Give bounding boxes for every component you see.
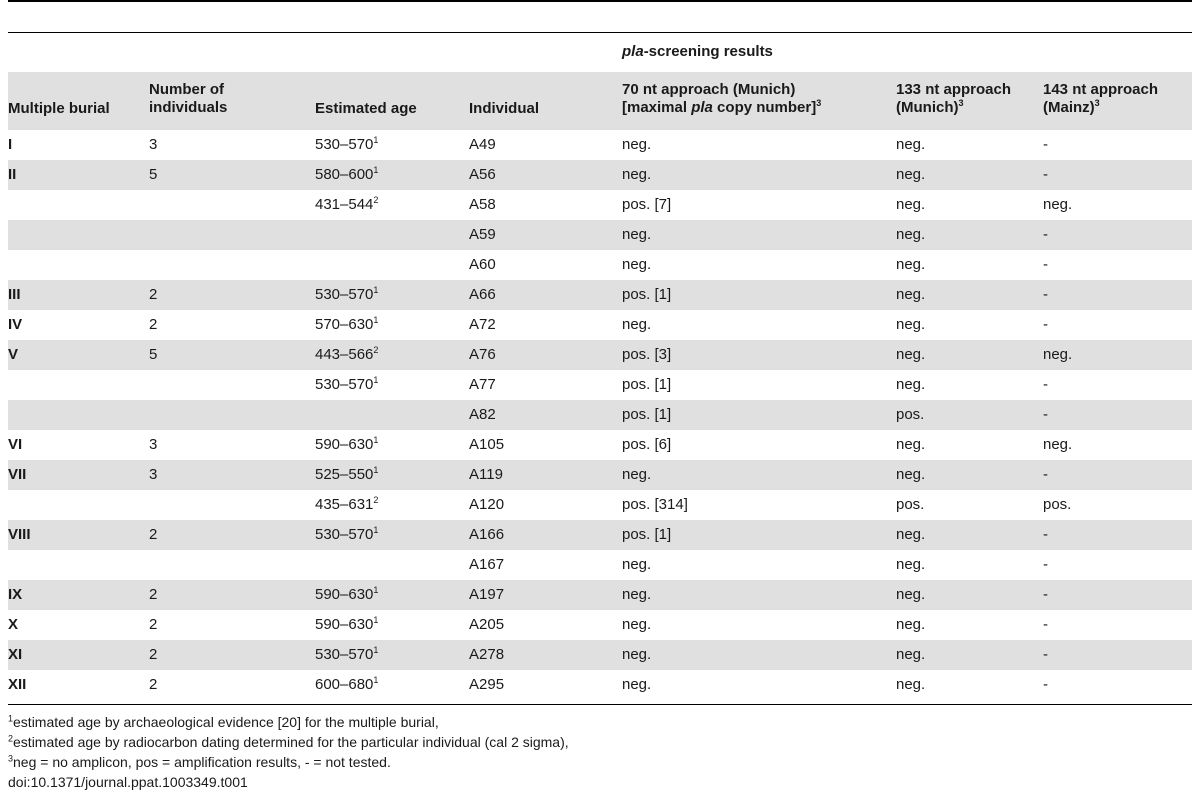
cell-70nt-result: neg. bbox=[622, 586, 652, 603]
header-number-of-individuals: Number of individuals bbox=[149, 81, 228, 116]
cell-70nt-result: pos. [1] bbox=[622, 526, 672, 543]
cell-estimated-age: $530-570^1$ bbox=[315, 285, 379, 303]
cell-estimated-age: $530-570^1$ bbox=[315, 525, 379, 543]
cell-133nt-result: neg. bbox=[896, 436, 926, 453]
column-header-row bbox=[8, 72, 1192, 130]
table-row bbox=[8, 130, 1192, 160]
footnote-2: $^2$estimated age by radiocarbon dating determined for the particular individual (cal 2 sigma), bbox=[8, 733, 569, 750]
cell-70nt-result: neg. bbox=[622, 136, 652, 153]
header-70nt-approach: 70 nt approach (Munich) [maximal pla copy number]$^3$ bbox=[622, 81, 822, 116]
cell-estimated-age: $580-600^1$ bbox=[315, 165, 379, 183]
table-row bbox=[8, 280, 1192, 310]
cell-133nt-result: neg. bbox=[896, 586, 926, 603]
table-row bbox=[8, 580, 1192, 610]
cell-133nt-result: neg. bbox=[896, 226, 926, 243]
cell-individual: A72 bbox=[469, 316, 496, 333]
table-row bbox=[8, 550, 1192, 580]
table-row bbox=[8, 400, 1192, 430]
cell-70nt-result: pos. [1] bbox=[622, 376, 672, 393]
cell-number-of-individuals: 3 bbox=[149, 466, 158, 483]
cell-multiple-burial: XII bbox=[8, 676, 27, 693]
cell-143nt-result: - bbox=[1043, 286, 1048, 303]
cell-number-of-individuals: 5 bbox=[149, 346, 158, 363]
table-row bbox=[8, 190, 1192, 220]
pla-screening-results-header: pla-screening results bbox=[622, 43, 773, 60]
cell-70nt-result: neg. bbox=[622, 676, 652, 693]
cell-133nt-result: neg. bbox=[896, 256, 926, 273]
table-row bbox=[8, 310, 1192, 340]
cell-estimated-age: $530-570^1$ bbox=[315, 645, 379, 663]
cell-multiple-burial: XI bbox=[8, 646, 23, 663]
cell-70nt-result: neg. bbox=[622, 226, 652, 243]
cell-133nt-result: neg. bbox=[896, 136, 926, 153]
cell-multiple-burial: VI bbox=[8, 436, 23, 453]
cell-133nt-result: neg. bbox=[896, 616, 926, 633]
cell-multiple-burial: VIII bbox=[8, 526, 31, 543]
cell-estimated-age: $530-570^1$ bbox=[315, 135, 379, 153]
cell-133nt-result: pos. bbox=[896, 496, 925, 513]
cell-individual: A49 bbox=[469, 136, 496, 153]
cell-number-of-individuals: 2 bbox=[149, 316, 158, 333]
table-row bbox=[8, 250, 1192, 280]
cell-143nt-result: - bbox=[1043, 586, 1048, 603]
table-row bbox=[8, 520, 1192, 550]
cell-133nt-result: neg. bbox=[896, 376, 926, 393]
cell-70nt-result: pos. [1] bbox=[622, 406, 672, 423]
cell-number-of-individuals: 2 bbox=[149, 526, 158, 543]
doi-link[interactable]: doi:10.1371/journal.ppat.1003349.t001 bbox=[8, 774, 248, 790]
cell-70nt-result: pos. [1] bbox=[622, 286, 672, 303]
cell-individual: A197 bbox=[469, 586, 505, 603]
cell-estimated-age: $435-631^2$ bbox=[315, 495, 379, 513]
cell-133nt-result: neg. bbox=[896, 346, 926, 363]
cell-estimated-age: $590-630^1$ bbox=[315, 585, 379, 603]
cell-multiple-burial: II bbox=[8, 166, 17, 183]
cell-individual: A278 bbox=[469, 646, 505, 663]
cell-133nt-result: neg. bbox=[896, 676, 926, 693]
cell-number-of-individuals: 5 bbox=[149, 166, 158, 183]
cell-133nt-result: pos. bbox=[896, 406, 925, 423]
cell-133nt-result: neg. bbox=[896, 316, 926, 333]
header-estimated-age: Estimated age bbox=[315, 100, 417, 117]
cell-133nt-result: neg. bbox=[896, 526, 926, 543]
cell-individual: A120 bbox=[469, 496, 505, 513]
cell-143nt-result: - bbox=[1043, 466, 1048, 483]
cell-individual: A59 bbox=[469, 226, 496, 243]
cell-70nt-result: neg. bbox=[622, 466, 652, 483]
cell-143nt-result: - bbox=[1043, 316, 1048, 333]
cell-70nt-result: neg. bbox=[622, 646, 652, 663]
cell-individual: A60 bbox=[469, 256, 496, 273]
cell-estimated-age: $431-544^2$ bbox=[315, 195, 379, 213]
cell-143nt-result: - bbox=[1043, 616, 1048, 633]
table-row bbox=[8, 490, 1192, 520]
cell-number-of-individuals: 2 bbox=[149, 586, 158, 603]
cell-individual: A119 bbox=[469, 466, 503, 483]
cell-estimated-age: $590-630^1$ bbox=[315, 615, 379, 633]
cell-number-of-individuals: 2 bbox=[149, 616, 158, 633]
cell-143nt-result: neg. bbox=[1043, 346, 1073, 363]
cell-multiple-burial: IX bbox=[8, 586, 23, 603]
cell-143nt-result: - bbox=[1043, 406, 1048, 423]
cell-70nt-result: neg. bbox=[622, 166, 652, 183]
cell-133nt-result: neg. bbox=[896, 196, 926, 213]
cell-133nt-result: neg. bbox=[896, 286, 926, 303]
cell-number-of-individuals: 2 bbox=[149, 676, 158, 693]
cell-133nt-result: neg. bbox=[896, 166, 926, 183]
cell-individual: A82 bbox=[469, 406, 496, 423]
cell-multiple-burial: VII bbox=[8, 466, 27, 483]
table-row bbox=[8, 430, 1192, 460]
cell-individual: A205 bbox=[469, 616, 505, 633]
cell-70nt-result: neg. bbox=[622, 256, 652, 273]
table-row bbox=[8, 640, 1192, 670]
cell-estimated-age: $600-680^1$ bbox=[315, 675, 379, 693]
cell-133nt-result: neg. bbox=[896, 466, 926, 483]
table-row bbox=[8, 220, 1192, 250]
cell-number-of-individuals: 2 bbox=[149, 646, 158, 663]
table-row bbox=[8, 670, 1192, 700]
cell-individual: A295 bbox=[469, 676, 505, 693]
cell-143nt-result: neg. bbox=[1043, 196, 1073, 213]
cell-143nt-result: - bbox=[1043, 676, 1048, 693]
cell-70nt-result: pos. [3] bbox=[622, 346, 672, 363]
cell-individual: A166 bbox=[469, 526, 505, 543]
table-row bbox=[8, 160, 1192, 190]
header-multiple-burial: Multiple burial bbox=[8, 100, 110, 117]
cell-number-of-individuals: 2 bbox=[149, 286, 158, 303]
footnote-1: $^1$estimated age by archaeological evidence [20] for the multiple burial, bbox=[8, 713, 439, 730]
footnote-3: $^3$neg = no amplicon, pos = amplification results, - = not tested. bbox=[8, 753, 391, 770]
cell-70nt-result: neg. bbox=[622, 616, 652, 633]
cell-70nt-result: pos. [7] bbox=[622, 196, 672, 213]
cell-estimated-age: $570-630^1$ bbox=[315, 315, 379, 333]
cell-143nt-result: - bbox=[1043, 556, 1048, 573]
table-row bbox=[8, 370, 1192, 400]
header-133nt-approach: 133 nt approach (Munich)$^3$ bbox=[896, 81, 1012, 116]
cell-estimated-age: $530-570^1$ bbox=[315, 375, 379, 393]
header-individual: Individual bbox=[469, 100, 540, 117]
cell-estimated-age: $590-630^1$ bbox=[315, 435, 379, 453]
top-rule bbox=[8, 0, 1192, 2]
cell-143nt-result: - bbox=[1043, 646, 1048, 663]
cell-133nt-result: neg. bbox=[896, 646, 926, 663]
cell-individual: A58 bbox=[469, 196, 496, 213]
cell-143nt-result: - bbox=[1043, 226, 1048, 243]
cell-133nt-result: neg. bbox=[896, 556, 926, 573]
cell-143nt-result: pos. bbox=[1043, 496, 1072, 513]
bottom-rule bbox=[8, 704, 1192, 705]
cell-multiple-burial: X bbox=[8, 616, 19, 633]
cell-multiple-burial: III bbox=[8, 286, 21, 303]
cell-estimated-age: $443-566^2$ bbox=[315, 345, 379, 363]
table-row bbox=[8, 610, 1192, 640]
cell-143nt-result: - bbox=[1043, 376, 1048, 393]
cell-70nt-result: pos. [314] bbox=[622, 496, 688, 513]
cell-individual: A105 bbox=[469, 436, 505, 453]
cell-individual: A77 bbox=[469, 376, 496, 393]
cell-70nt-result: pos. [6] bbox=[622, 436, 672, 453]
cell-143nt-result: neg. bbox=[1043, 436, 1073, 453]
header-143nt-approach: 143 nt approach (Mainz)$^3$ bbox=[1043, 81, 1159, 116]
table-row bbox=[8, 460, 1192, 490]
cell-143nt-result: - bbox=[1043, 526, 1048, 543]
cell-estimated-age: $525-550^1$ bbox=[315, 465, 379, 483]
cell-multiple-burial: I bbox=[8, 136, 13, 153]
cell-individual: A56 bbox=[469, 166, 496, 183]
cell-143nt-result: - bbox=[1043, 166, 1048, 183]
cell-individual: A66 bbox=[469, 286, 496, 303]
cell-70nt-result: neg. bbox=[622, 316, 652, 333]
cell-multiple-burial: IV bbox=[8, 316, 23, 333]
table-body bbox=[8, 130, 1192, 700]
group-header-rule bbox=[8, 32, 1192, 33]
cell-number-of-individuals: 3 bbox=[149, 136, 158, 153]
cell-individual: A167 bbox=[469, 556, 505, 573]
table-row bbox=[8, 340, 1192, 370]
cell-multiple-burial: V bbox=[8, 346, 19, 363]
cell-number-of-individuals: 3 bbox=[149, 436, 158, 453]
cell-individual: A76 bbox=[469, 346, 496, 363]
cell-70nt-result: neg. bbox=[622, 556, 652, 573]
cell-143nt-result: - bbox=[1043, 256, 1048, 273]
cell-143nt-result: - bbox=[1043, 136, 1048, 153]
